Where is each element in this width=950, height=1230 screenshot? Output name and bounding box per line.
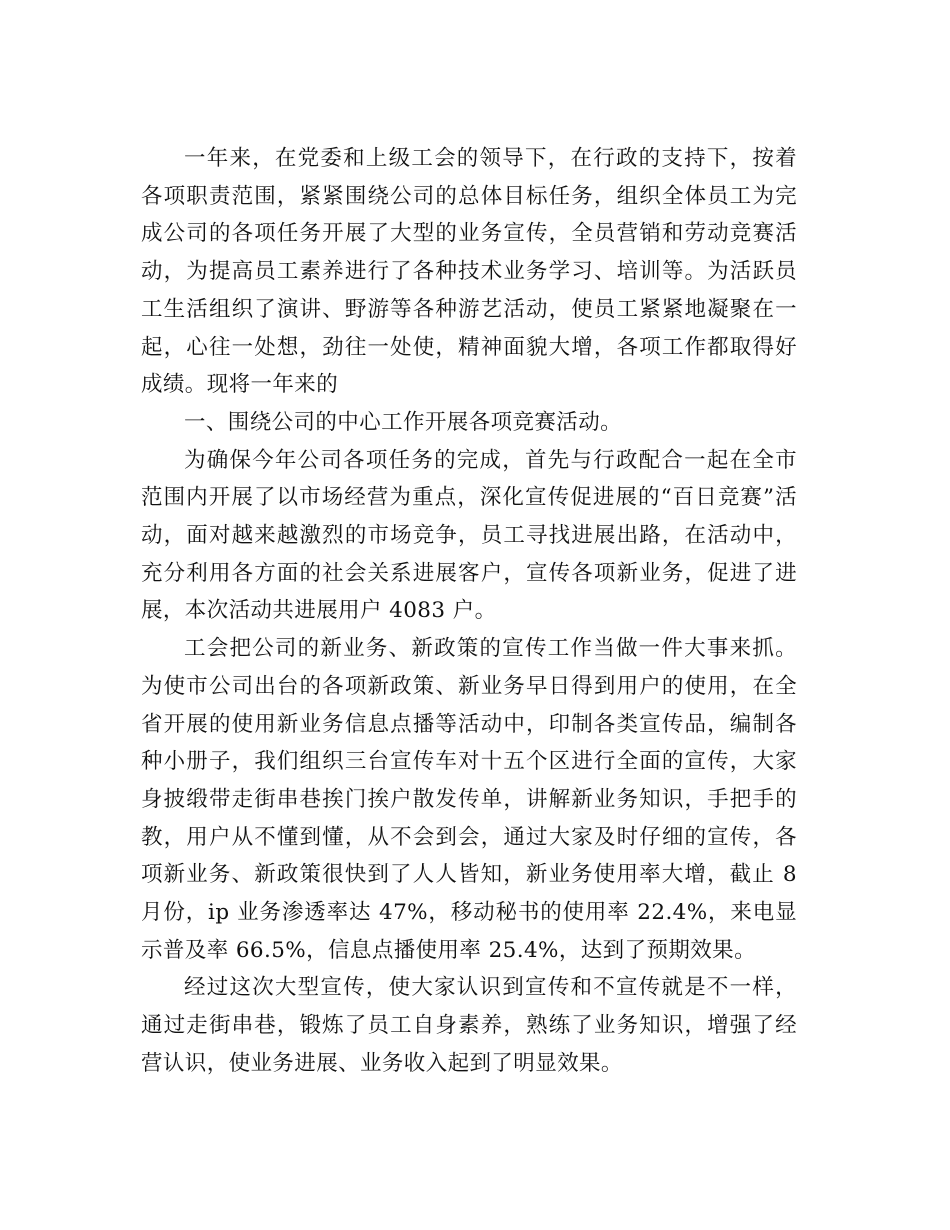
- paragraph-intro: 一年来，在党委和上级工会的领导下，在行政的支持下，按着各项职责范围，紧紧围绕公司的总体目标任务，组织全体员工为完成公司的各项任务开展了大型的业务宣传，全员营销和劳动竞赛活动，为提高员工素养进行了各种技术业务学习、培训等。为活跃员工生活组织了演讲、野游等各种游艺活动，使员工紧紧地凝聚在一起，心往一处想，劲往一处使，精神面貌大增，各项工作都取得好成绩。现将一年来的: [141, 146, 797, 398]
- section-heading-1: 一、围绕公司的中心工作开展各项竞赛活动。: [184, 409, 623, 435]
- document-body: [141, 140, 797, 1083]
- paragraph-result: 经过这次大型宣传，使大家认识到宣传和不宣传就是不一样，通过走街串巷，锻炼了员工自身素养，熟练了业务知识，增强了经营认识，使业务进展、业务收入起到了明显效果。: [141, 975, 797, 1076]
- paragraph-promotion: 工会把公司的新业务、新政策的宣传工作当做一件大事来抓。为使市公司出台的各项新政策、新业务早日得到用户的使用，在全省开展的使用新业务信息点播等活动中，印制各类宣传品，编制各种小册子，我们组织三台宣传车对十五个区进行全面的宣传，大家身披缎带走街串巷挨门挨户散发传单，讲解新业务知识，手把手的教，用户从不懂到懂，从不会到会，通过大家及时仔细的宣传，各项新业务、新政策很快到了人人皆知，新业务使用率大增，截止 8 月份，ip 业务渗透率达 47%，移动秘书的使用率 22.4%，来电显示普及率 66.5%，信息点播使用率 25.4%，达到了预期效果。: [141, 636, 797, 963]
- paragraph-competition: 为确保今年公司各项任务的完成，首先与行政配合一起在全市范围内开展了以市场经营为重点，深化宣传促进展的“百日竞赛”活动，面对越来越激烈的市场竞争，员工寻找进展出路，在活动中，充分利用各方面的社会关系进展客户，宣传各项新业务，促进了进展，本次活动共进展用户 4083 户。: [141, 447, 797, 624]
